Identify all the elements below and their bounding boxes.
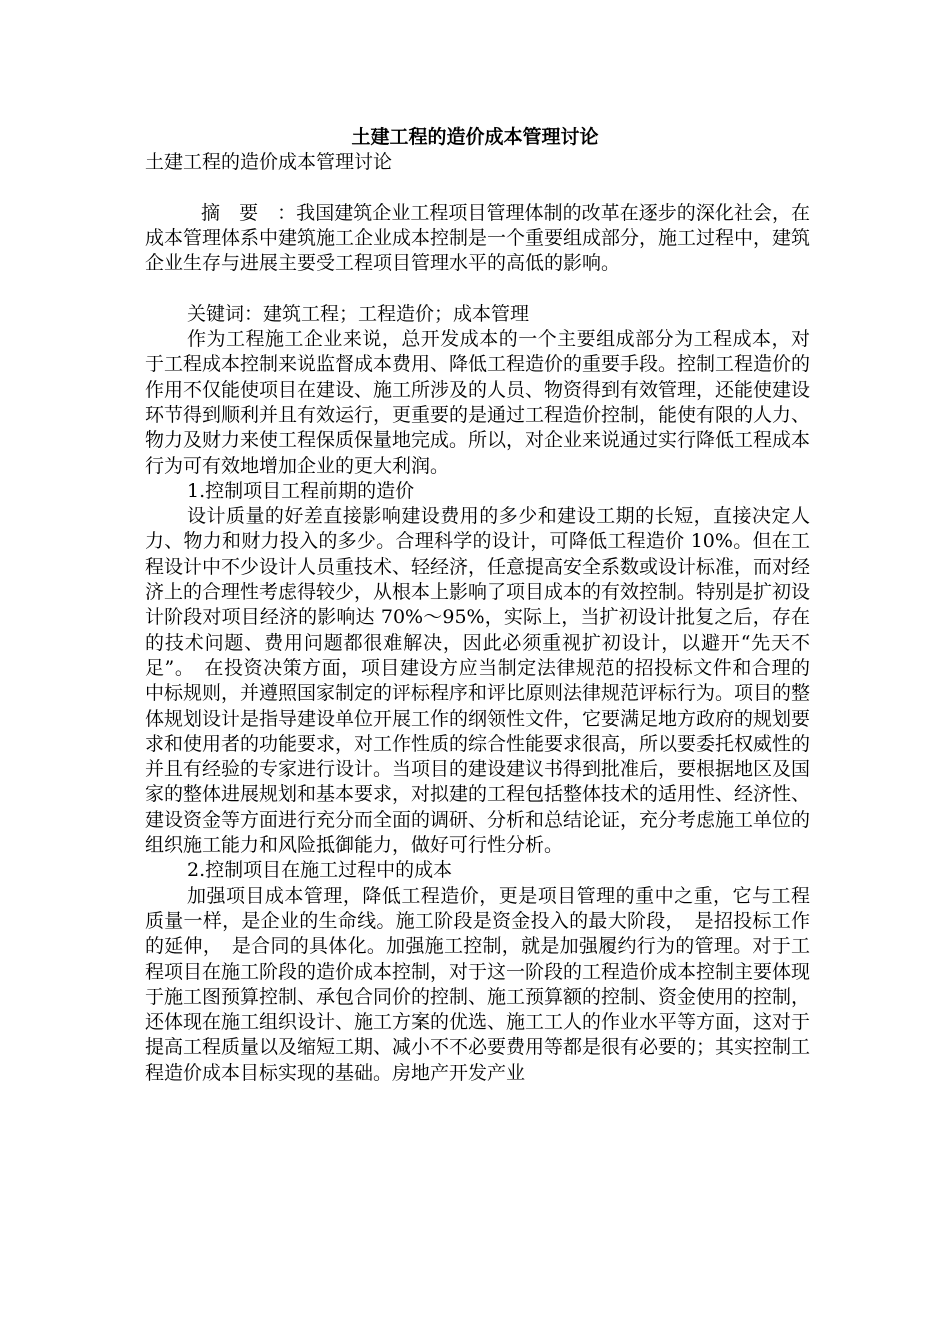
body-paragraph: 设计质量的好差直接影响建设费用的多少和建设工期的长短，直接决定人力、物力和财力投入的多少。合理科学的设计，可降低工程造价 10%。但在工程设计中不少设计人员重技术、轻经济，任意提高安全系数或设计标准，而对经济上的合理性考虑得较少，从根本上影响了项目成本的有效控制。特别是扩初设计阶段对项目经济的影响达 70%～95%，实际上，当扩初设计批复之后，存在的技术问题、费用问题都很难解决，因此必须重视扩初设计，以避开“先天不足”。 在投资决策方面，项目建设方应当制定法律规范的招投标文件和合理的中标规则，并遵照国家制定的评标程序和评比原则法律规范评标行为。项目的整体规划设计是指导建设单位开展工作的纲领性文件，它要满足地方政府的规划要求和使用者的功能要求，对工作性质的综合性能要求很高，所以要委托权威性的并且有经验的专家进行设计。当项目的建设建议书得到批准后，要根据地区及国家的整体进展规划和基本要求，对拟建的工程包括整体技术的适用性、经济性、建设资金等方面进行充分而全面的调研、分析和总结论证，充分考虑施工单位的组织施工能力和风险抵御能力，做好可行性分析。 <box>145 505 811 857</box>
blank-line <box>145 276 810 301</box>
body-paragraph: 加强项目成本管理，降低工程造价，更是项目管理的重中之重，它与工程质量一样，是企业的生命线。施工阶段是资金投入的最大阶段， 是招投标工作的延伸， 是合同的具体化。加强施工控制，就是加强履约行为的管理。对于工程项目在施工阶段的造价成本控制，对于这一阶段的工程造价成本控制主要体现于施工图预算控制、承包合同价的控制、施工预算额的控制、资金使用的控制，还体现在施工组织设计、施工方案的优选、施工工人的作业水平等方面，这对于提高工程质量以及缩短工期、减小不不必要费用等都是很有必要的；其实控制工程造价成本目标实现的基础。房地产开发产业 <box>145 884 811 1084</box>
section-heading: 2.控制项目在施工过程中的成本 <box>187 859 453 882</box>
section-heading: 1.控制项目工程前期的造价 <box>187 479 415 502</box>
blank-line <box>145 175 810 200</box>
keywords-line: 关键词：建筑工程；工程造价；成本管理 <box>187 302 530 325</box>
document-body <box>145 150 810 1086</box>
abstract-paragraph: 摘 要 ：我国建筑企业工程项目管理体制的改革在逐步的深化社会，在成本管理体系中建筑施工企业成本控制是一个重要组成部分，施工过程中，建筑企业生存与进展主要受工程项目管理水平的高低的影响。 <box>145 201 811 275</box>
document-subtitle: 土建工程的造价成本管理讨论 <box>145 151 393 173</box>
document-title: 土建工程的造价成本管理讨论 <box>351 126 599 148</box>
body-paragraph: 作为工程施工企业来说，总开发成本的一个主要组成部分为工程成本，对于工程成本控制来说监督成本费用、降低工程造价的重要手段。控制工程造价的作用不仅能使项目在建设、施工所涉及的人员、物资得到有效管理，还能使建设环节得到顺利并且有效运行，更重要的是通过工程造价控制，能使有限的人力、物力及财力来使工程保质保量地完成。所以，对企业来说通过实行降低工程成本行为可有效地增加企业的更大利润。 <box>145 328 811 477</box>
